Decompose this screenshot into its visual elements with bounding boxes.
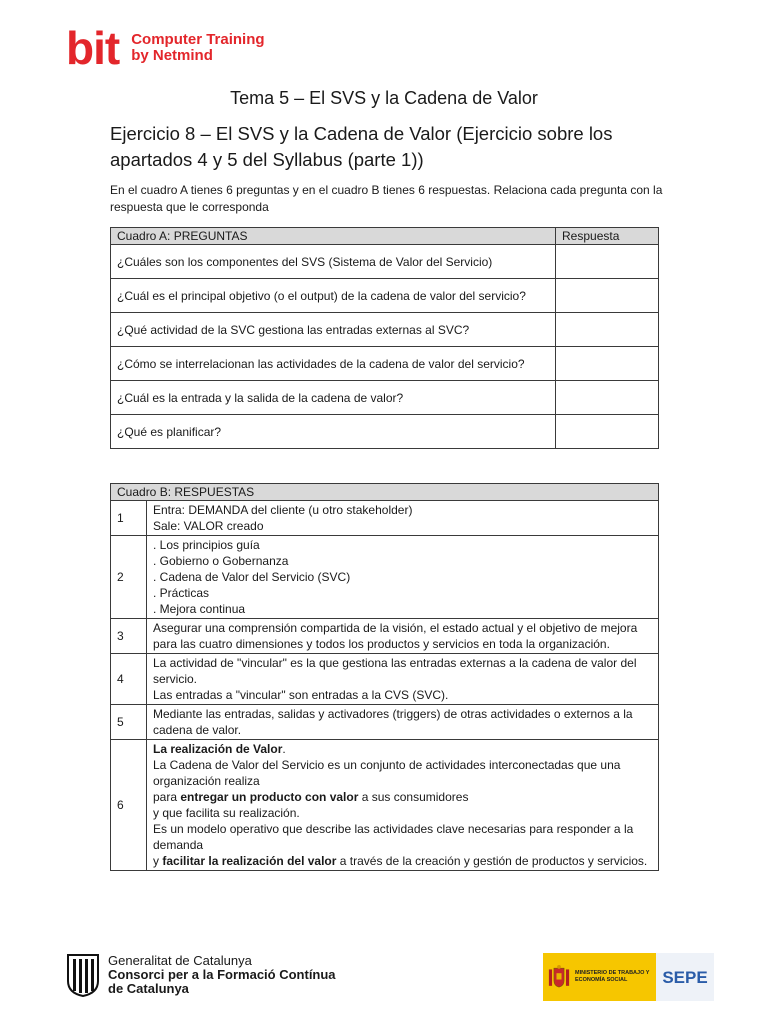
brand-logo (66, 22, 265, 74)
answer-line: Mediante las entradas, salidas y activadores (triggers) de otras actividades o externos a la cadena de valor. (153, 707, 633, 737)
answer-number: 5 (111, 705, 147, 740)
answer-text (147, 619, 659, 654)
answer-text (147, 501, 659, 536)
generalitat-line-3: de Catalunya (108, 981, 189, 996)
questions-table (110, 227, 659, 449)
question-cell: ¿Cuál es el principal objetivo (o el output) de la cadena de valor del servicio? (111, 279, 556, 313)
answer-line: . Mejora continua (153, 602, 246, 616)
generalitat-text (108, 954, 336, 996)
answer-cell[interactable] (556, 313, 659, 347)
bold-text: entregar un producto con valor (180, 790, 359, 804)
answer-number: 1 (111, 501, 147, 536)
answers-table (110, 483, 659, 871)
logo-tagline (131, 32, 264, 64)
answer-line: Sale: VALOR creado (153, 519, 264, 533)
table-header-row (111, 484, 659, 501)
answer-line: . Los principios guía (153, 538, 260, 552)
logo-bit-wordmark: bit (66, 22, 120, 74)
answer-number: 2 (111, 536, 147, 619)
government-logos (543, 953, 714, 1001)
table-header-row (111, 228, 659, 245)
ministry-logo (543, 953, 656, 1001)
logo-line-1: Computer Training (131, 31, 265, 48)
table-row (111, 619, 659, 654)
answer-line: La actividad de "vincular" es la que gestiona las entradas externas a la cadena de valor del servicio. (153, 656, 637, 686)
generalitat-emblem-icon (66, 953, 100, 997)
bold-text: La realización de Valor (153, 742, 283, 756)
answer-line: Es un modelo operativo que describe las actividades clave necesarias para responder a la demanda (153, 822, 634, 852)
table-row (111, 705, 659, 740)
answer-cell[interactable] (556, 279, 659, 313)
table-row (111, 279, 659, 313)
answer-line: . Cadena de Valor del Servicio (SVC) (153, 570, 351, 584)
question-cell: ¿Cómo se interrelacionan las actividades de la cadena de valor del servicio? (111, 347, 556, 381)
questions-header: Cuadro A: PREGUNTAS (111, 228, 556, 245)
answer-text (147, 740, 659, 871)
sepe-logo (656, 953, 714, 1001)
table-row (111, 415, 659, 449)
question-cell: ¿Cuál es la entrada y la salida de la cadena de valor? (111, 381, 556, 415)
generalitat-logo (66, 953, 336, 997)
answer-header: Respuesta (556, 228, 659, 245)
answer-line: Asegurar una comprensión compartida de la visión, el estado actual y el objetivo de mejora para las cuatro dimensiones y todos los productos y servicios en toda la organización. (153, 621, 638, 651)
logo-line-2: by Netmind (131, 47, 213, 64)
question-cell: ¿Qué es planificar? (111, 415, 556, 449)
text-fragment: a través de la creación y gestión de productos y servicios. (336, 854, 648, 868)
bold-text: facilitar la realización del valor (162, 854, 337, 868)
answer-number: 6 (111, 740, 147, 871)
answer-number: 4 (111, 654, 147, 705)
answer-line (153, 789, 652, 805)
table-row (111, 654, 659, 705)
table-row (111, 245, 659, 279)
table-row (111, 347, 659, 381)
text-fragment: . (282, 742, 286, 756)
text-fragment: a sus consumidores (358, 790, 469, 804)
ministry-text: MINISTERIO DE TRABAJO Y ECONOMÍA SOCIAL (575, 970, 650, 983)
intro-paragraph: En el cuadro A tienes 6 preguntas y en el cuadro B tienes 6 respuestas. Relaciona cada pregunta con la respuesta que le corresponda (110, 183, 663, 214)
answer-cell[interactable] (556, 415, 659, 449)
page-title: Tema 5 – El SVS y la Cadena de Valor (230, 88, 538, 108)
table-row (111, 501, 659, 536)
answer-text (147, 536, 659, 619)
answer-text (147, 654, 659, 705)
coat-of-arms-icon (547, 957, 571, 997)
answer-cell[interactable] (556, 381, 659, 415)
answer-line (153, 853, 652, 869)
answers-header: Cuadro B: RESPUESTAS (111, 484, 659, 501)
answer-line: . Prácticas (153, 586, 210, 600)
table-row (111, 536, 659, 619)
table-row (111, 740, 659, 871)
answer-line: La Cadena de Valor del Servicio es un conjunto de actividades interconectadas que una organización realiza (153, 758, 621, 788)
answer-line: . Gobierno o Gobernanza (153, 554, 289, 568)
question-cell: ¿Qué actividad de la SVC gestiona las entradas externas al SVC? (111, 313, 556, 347)
table-row (111, 313, 659, 347)
generalitat-line-1: Generalitat de Catalunya (108, 953, 252, 968)
generalitat-line-2: Consorci per a la Formació Contínua (108, 967, 336, 982)
answer-cell[interactable] (556, 245, 659, 279)
text-fragment: y (153, 854, 163, 868)
answer-line (153, 741, 652, 757)
sepe-wordmark: SEPE (662, 967, 708, 987)
answer-line: Entra: DEMANDA del cliente (u otro stakeholder) (153, 503, 413, 517)
answer-number: 3 (111, 619, 147, 654)
table-row (111, 381, 659, 415)
answer-line: y que facilita su realización. (153, 806, 300, 820)
text-fragment: para (153, 790, 181, 804)
question-cell: ¿Cuáles son los componentes del SVS (Sistema de Valor del Servicio) (111, 245, 556, 279)
exercise-title: Ejercicio 8 – El SVS y la Cadena de Valor (Ejercicio sobre los apartados 4 y 5 del Syllabus (parte 1)) (110, 123, 613, 170)
answer-text (147, 705, 659, 740)
answer-cell[interactable] (556, 347, 659, 381)
answer-line: Las entradas a "vincular" son entradas a la CVS (SVC). (153, 688, 449, 702)
